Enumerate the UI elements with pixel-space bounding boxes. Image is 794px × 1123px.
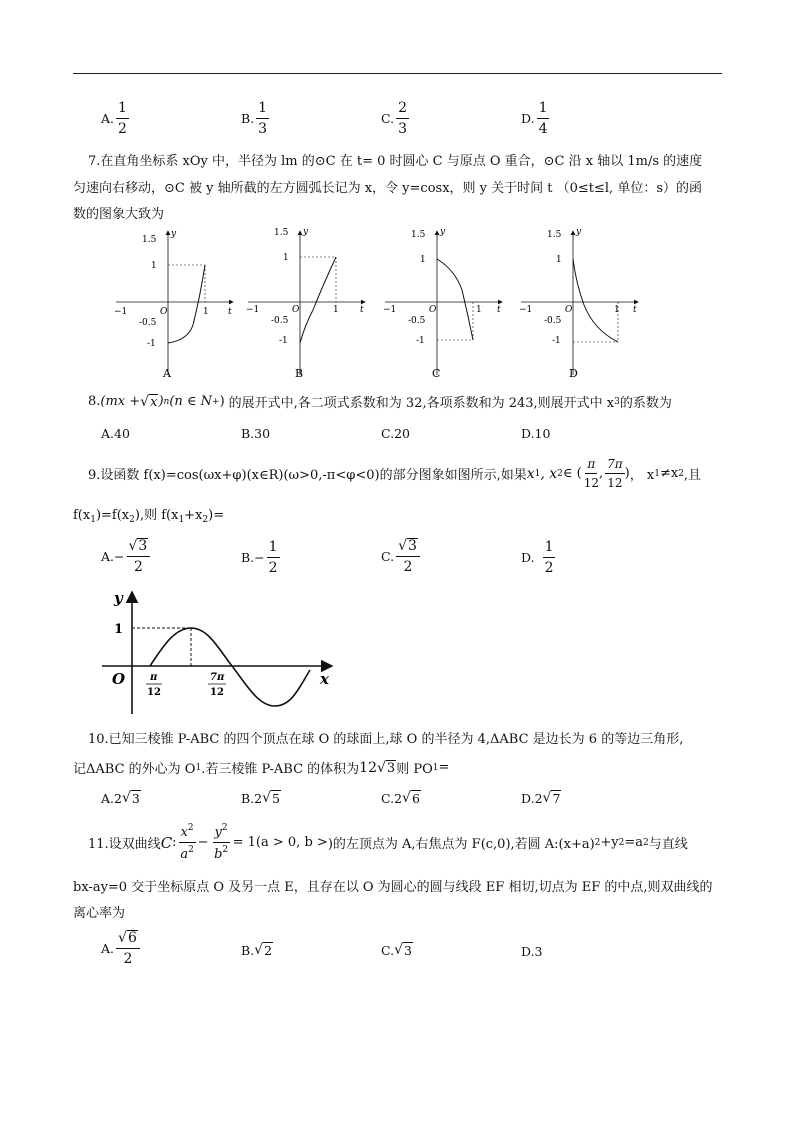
q11-option-d[interactable]: D.3 xyxy=(521,944,543,959)
q7-graphs xyxy=(108,225,668,385)
svg-text:A: A xyxy=(163,367,171,380)
svg-text:1: 1 xyxy=(556,255,562,265)
svg-text:1: 1 xyxy=(614,305,620,315)
fraction: $\frac{1}{2}$ xyxy=(118,100,127,137)
svg-text:y: y xyxy=(114,589,123,607)
q10-option-d[interactable]: D. 2 √ 7 xyxy=(521,790,561,806)
svg-text:−1: −1 xyxy=(246,305,260,315)
graph-a xyxy=(114,229,233,380)
svg-text:t: t xyxy=(497,305,501,315)
svg-text:1: 1 xyxy=(476,305,482,315)
svg-text:x: x xyxy=(320,670,329,688)
svg-text:7π: 7π xyxy=(210,672,225,683)
q7-line-3: 数的图象大致为 xyxy=(73,207,165,222)
svg-text:1.5: 1.5 xyxy=(411,230,426,240)
svg-text:-0.5: -0.5 xyxy=(408,316,426,326)
svg-text:π: π xyxy=(150,672,158,683)
q10-line-2: 记ΔABC 的外心为 O 1 .若三棱锥 P-ABC 的体积为 12 √ 3 则 PO 1 = xyxy=(73,759,450,777)
svg-text:1: 1 xyxy=(114,622,124,637)
q11-option-b[interactable]: B. √ 2 xyxy=(241,942,273,958)
svg-text:1: 1 xyxy=(333,305,339,315)
q7-line-1: 7.在直角坐标系 xOy 中，半径为 lm 的⊙C 在 t= 0 时圆心 C 与原点 O 重合，⊙C 沿 x 轴以 1m/s 的速度 xyxy=(88,154,703,169)
svg-text:−1: −1 xyxy=(383,305,397,315)
svg-text:y: y xyxy=(576,227,582,237)
svg-text:t: t xyxy=(228,307,232,317)
q8-option-d[interactable]: D.10 xyxy=(521,426,551,441)
q6-option-b[interactable]: B. $\frac{1}{3}$ xyxy=(241,100,268,137)
q11-option-a[interactable]: A. $\frac{√6}{2}$ xyxy=(101,930,140,966)
q10-line-1: 10.已知三棱锥 P-ABC 的四个顶点在球 O 的球面上,球 O 的半径为 4,ΔABC 是边长为 6 的等边三角形, xyxy=(88,732,684,747)
fraction: $\frac{2}{3}$ xyxy=(398,100,408,137)
svg-text:1: 1 xyxy=(203,307,209,317)
q8-option-b[interactable]: B.30 xyxy=(241,426,271,441)
q7-line-2: 匀速向右移动，⊙C 被 y 轴所截的左方圆弧长记为 x，令 y=cosx，则 y 关于时间 t （0≤t≤l, 单位：s）的函 xyxy=(73,181,702,196)
graph-d xyxy=(519,227,638,380)
graph-c xyxy=(383,227,502,380)
svg-text:-1: -1 xyxy=(552,336,561,346)
q6-option-a[interactable]: A. $\frac{1}{2}$ xyxy=(101,100,127,137)
q10-option-b[interactable]: B. 2 √ 5 xyxy=(241,790,280,806)
svg-text:-1: -1 xyxy=(279,336,288,346)
q11-line-3: 离心率为 xyxy=(73,906,126,921)
svg-text:−1: −1 xyxy=(519,305,533,315)
q8-option-a[interactable]: A.40 xyxy=(101,426,130,441)
svg-text:y: y xyxy=(440,227,446,237)
q9-option-d[interactable]: D. $\frac{1}{2}$ xyxy=(521,539,554,576)
header-rule xyxy=(73,73,722,74)
svg-text:-1: -1 xyxy=(147,339,156,349)
svg-text:1: 1 xyxy=(151,261,157,271)
svg-text:-0.5: -0.5 xyxy=(139,318,157,328)
svg-text:-0.5: -0.5 xyxy=(271,316,289,326)
svg-text:t: t xyxy=(633,305,637,315)
q9-stem-1: 9.设函数 f(x)=cos(ωx+φ)(x∈R)(ω>0,-π<φ<0)的部分图象如图所示,如果 x 1 , x 2 ∈ ( $\frac{\pi}{12}$ , $\frac{7\pi}{12}$ ) ， x 1 ≠x 2 ,且 xyxy=(88,457,702,490)
fraction: $\frac{1}{4}$ xyxy=(538,100,548,137)
q9-graph xyxy=(100,588,340,716)
svg-text:1: 1 xyxy=(283,253,289,263)
svg-text:1.5: 1.5 xyxy=(274,228,289,238)
svg-text:O: O xyxy=(565,305,573,315)
svg-text:y: y xyxy=(303,227,309,237)
q11-stem-1: 11.设双曲线 C : $\frac{x^2}{a^2}$ − $\frac{y^2}{b^2}$ = 1(a > 0, b > )的左顶点为 A,右焦点为 F(c,0),若圆 A:(x+a) 2 +y 2 =a 2 与直线 xyxy=(88,823,688,862)
graph-b xyxy=(246,227,365,380)
q6-option-c[interactable]: C. $\frac{2}{3}$ xyxy=(381,100,408,137)
svg-text:D: D xyxy=(569,367,578,380)
svg-text:1.5: 1.5 xyxy=(142,235,157,245)
svg-text:y: y xyxy=(171,229,177,239)
q8-option-c[interactable]: C.20 xyxy=(381,426,410,441)
q11-line-2: bx-ay=0 交于坐标原点 O 及另一点 E，且存在以 O 为圆心的圆与线段 EF 相切,切点为 EF 的中点,则双曲线的 xyxy=(73,880,713,895)
svg-text:B: B xyxy=(295,367,304,380)
svg-text:t: t xyxy=(360,305,364,315)
q6-option-d[interactable]: D. $\frac{1}{4}$ xyxy=(521,100,548,137)
svg-text:C: C xyxy=(432,367,441,380)
q10-option-c[interactable]: C. 2 √ 6 xyxy=(381,790,420,806)
q8-stem: 8. (mx + √ x ) n (n ∈ N + ) 的展开式中,各二项式系数和为 32,各项系数和为 243,则展开式中 x 3 的系数为 xyxy=(88,393,672,411)
svg-text:1: 1 xyxy=(420,255,426,265)
svg-text:O: O xyxy=(112,670,126,688)
q9-stem-2: $f(x_1)=f(x_2)$,则 $f(x_1+x_2)=$ xyxy=(73,508,225,525)
svg-text:1.5: 1.5 xyxy=(547,230,562,240)
q9-option-c[interactable]: C. $\frac{√3}{2}$ xyxy=(381,538,420,574)
svg-text:O: O xyxy=(160,307,168,317)
svg-text:-1: -1 xyxy=(416,336,425,346)
q10-option-a[interactable]: A. 2 √ 3 xyxy=(101,790,140,806)
q9-option-a[interactable]: A. − $\frac{√3}{2}$ xyxy=(101,538,150,574)
svg-text:−1: −1 xyxy=(114,307,128,317)
q9-option-b[interactable]: B. − $\frac{1}{2}$ xyxy=(241,539,278,576)
svg-text:12: 12 xyxy=(210,687,224,698)
svg-text:-0.5: -0.5 xyxy=(544,316,562,326)
fraction: $\frac{1}{3}$ xyxy=(258,100,268,137)
svg-text:12: 12 xyxy=(147,687,161,698)
svg-text:O: O xyxy=(292,305,300,315)
svg-text:O: O xyxy=(429,305,437,315)
q11-option-c[interactable]: C. √ 3 xyxy=(381,942,412,958)
